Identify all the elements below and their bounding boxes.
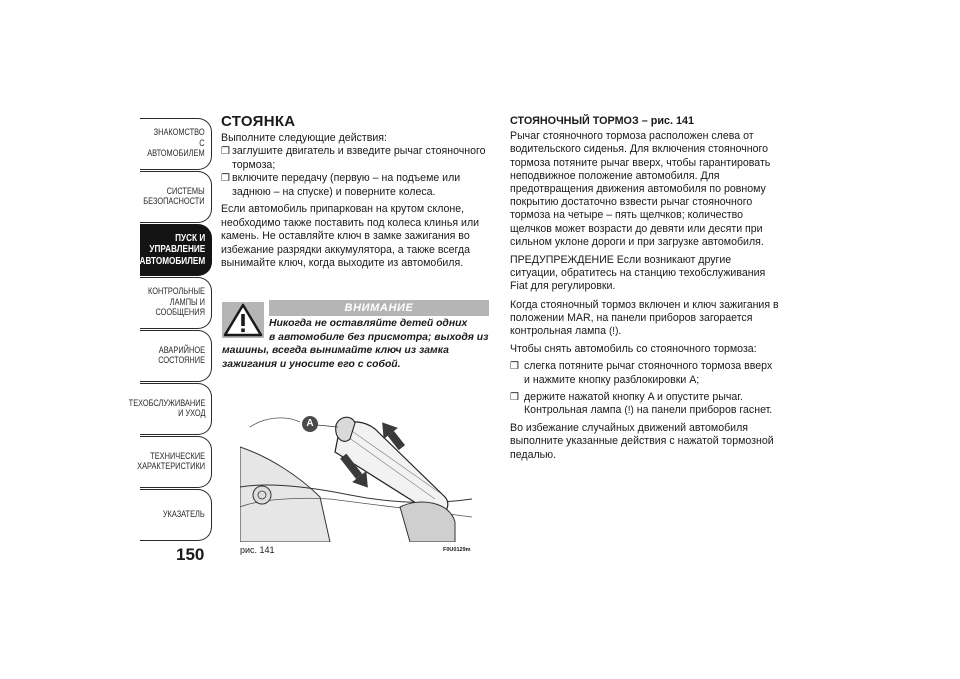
list-item <box>221 172 491 199</box>
list-item-text: слегка потяните рычаг стояночного тормоза вверх и нажмите кнопку разблокировки A; <box>524 360 773 386</box>
list-item-text-part: держите нажатой кнопку A и опустите рычаг. Контрольная лампа <box>524 390 743 417</box>
tab-warning-lights[interactable] <box>140 277 212 329</box>
section-tabs <box>128 118 212 542</box>
list-item-text: включите передачу (первую – на подъеме или заднюю – на спуске) и поверните колеса. <box>232 172 461 198</box>
page-number: 150 <box>176 545 205 564</box>
paragraph: Чтобы снять автомобиль со стояночного тормоза: <box>510 343 757 356</box>
handbrake-lever-image <box>240 387 472 542</box>
list-item <box>221 145 491 172</box>
warning-heading: ВНИМАНИЕ <box>269 300 489 316</box>
paragraph-text: . <box>618 325 622 338</box>
tab-label: АВАРИЙНОЕ СОСТОЯНИЕ <box>158 344 205 366</box>
list-item <box>510 360 780 386</box>
list-item-text <box>524 391 780 417</box>
paragraph: Во избежание случайных движений автомобиля выполните указанные действия с нажатой тормозной педалью. <box>510 422 774 461</box>
section-title: СТОЯНОЧНЫЙ ТОРМОЗ – рис. 141 <box>510 115 694 127</box>
handbrake-section <box>510 115 780 462</box>
paragraph: Рычаг стояночного тормоза расположен слева от водительского сиденья. Для включения стояночного тормоза потяните рычаг вверх, чтобы гарантировать неподвижное положение автомобиля. Для предотвращения движения автомобиля по ровному покрытию достаточно взвести рычаг стояночного тормоза на четыре – пять щелчков; количество щелчков может возрасти до девяти или десяти при сильном уклоне дороги и при загрузке автомобиля. <box>510 130 771 248</box>
figure-code: F0U0129m <box>443 547 471 553</box>
tab-label: КОНТРОЛЬНЫЕ ЛАМПЫ И СООБЩЕНИЯ <box>148 286 205 319</box>
list-item-text: заглушите двигатель и взведите рычаг стояночного тормоза; <box>232 145 486 171</box>
tab-emergency[interactable] <box>140 330 212 382</box>
tab-label: ТЕХОБСЛУЖИВАНИЕ И УХОД <box>128 397 205 419</box>
brake-warning-lamp-icon: (!) <box>608 326 619 338</box>
handbrake-illustration <box>240 387 472 542</box>
tab-index[interactable] <box>140 489 212 541</box>
warning-box <box>222 300 489 368</box>
tab-label: ЗНАКОМСТВО С АВТОМОБИЛЕМ <box>147 127 205 160</box>
tab-intro[interactable] <box>140 118 212 170</box>
paragraph-text: Когда стояночный тормоз включен и ключ зажигания в положении MAR, на панели приборов загорается контрольная лампа <box>510 298 779 338</box>
tab-label: ТЕХНИЧЕСКИЕ ХАРАКТЕРИСТИКИ <box>137 450 205 472</box>
callout-label: A <box>306 418 314 429</box>
warning-line: Никогда не оставляйте детей одних <box>269 318 468 329</box>
tab-technical-specs[interactable] <box>137 436 212 488</box>
list-item-text-part: на панели приборов гаснет. <box>636 404 773 417</box>
figure-caption: рис. 141 <box>240 545 275 555</box>
tab-label: УКАЗАТЕЛЬ <box>163 508 205 520</box>
tab-label: ПУСК И УПРАВЛЕНИЕ АВТОМОБИЛЕМ <box>139 231 205 267</box>
warning-line: машины, всегда вынимайте ключ из замка зажигания и уносите его с собой. <box>222 345 449 370</box>
warning-line: в автомобиле без присмотра; выходя из <box>269 331 489 343</box>
tab-safety[interactable] <box>140 171 212 223</box>
paragraph <box>510 299 780 339</box>
intro-text: Выполните следующие действия: <box>221 131 387 144</box>
paragraph: Если автомобиль припаркован на крутом склоне, необходимо также поставить под колеса клинья или камень. Не оставляйте ключ в замке зажигания во избежание разрядки аккумулятора, а также всегда вынимайте ключ, когда выходите из автомобиля. <box>221 203 480 269</box>
checkbox-bullet-icon: ❒ <box>221 146 230 157</box>
section-title: СТОЯНКА <box>221 113 296 130</box>
tab-maintenance[interactable] <box>128 383 212 435</box>
checkbox-bullet-icon: ❒ <box>510 361 519 373</box>
tab-label: СИСТЕМЫ БЕЗОПАСНОСТИ <box>143 185 205 207</box>
paragraph: ПРЕДУПРЕЖДЕНИЕ Если возникают другие ситуации, обратитесь на станцию техобслуживания Fiat для регулировки. <box>510 254 766 293</box>
checkbox-bullet-icon: ❒ <box>221 173 230 184</box>
parking-section <box>221 115 491 271</box>
tab-starting-driving[interactable] <box>140 224 212 276</box>
list <box>510 360 780 417</box>
warning-text <box>222 317 489 371</box>
list-item <box>510 391 780 417</box>
brake-warning-lamp-icon: (!) <box>624 405 634 417</box>
checkbox-bullet-icon: ❒ <box>510 391 519 403</box>
